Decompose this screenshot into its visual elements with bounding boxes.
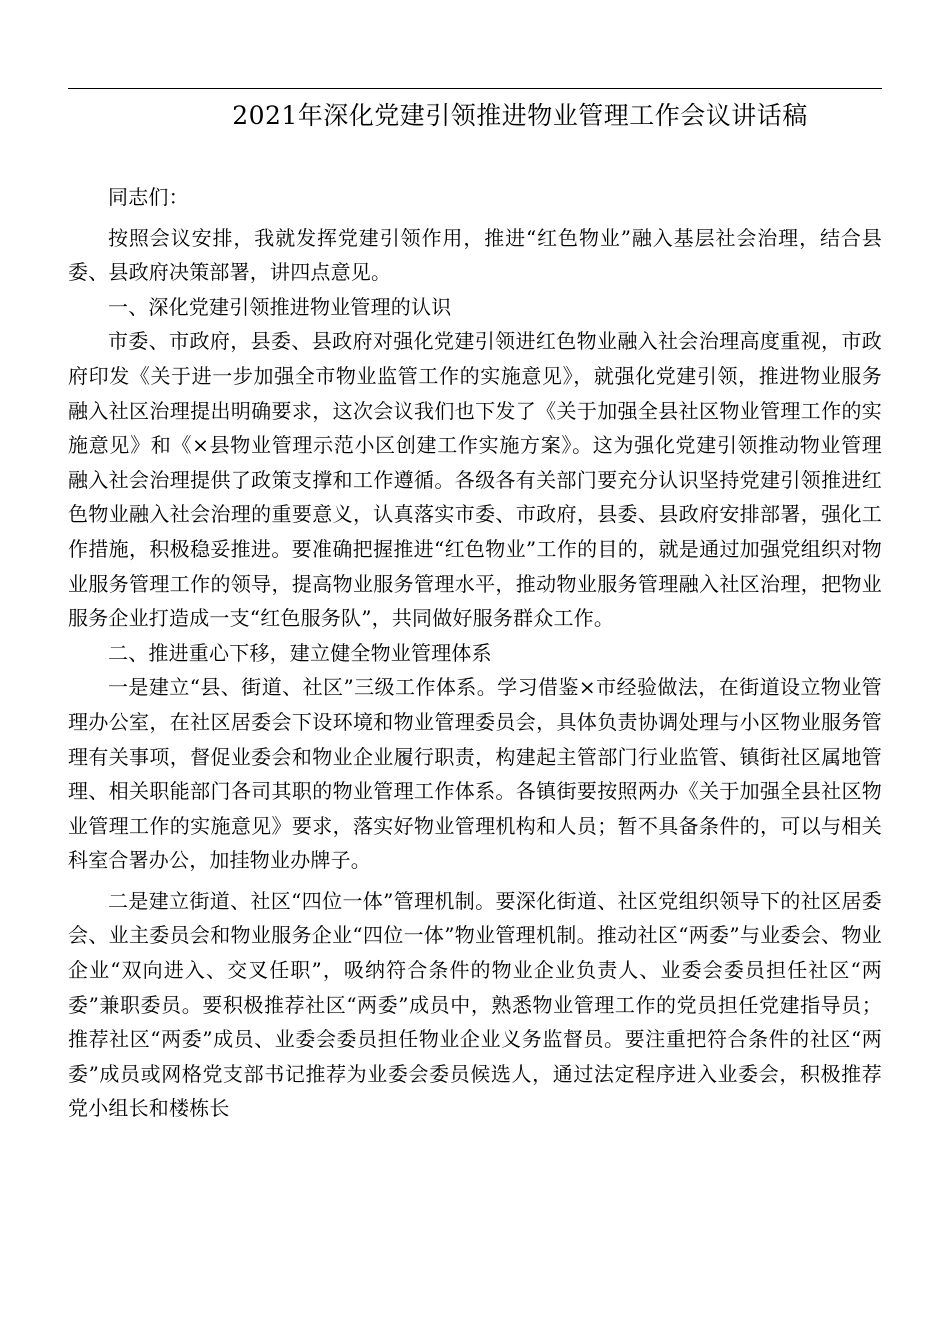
document-body (68, 180, 882, 1126)
paragraph-point-1: 一是建立“县、街道、社区”三级工作体系。学习借鉴×市经验做法，在街道设立物业管理办公室，在社区居委会下设环境和物业管理委员会，具体负责协调处理与小区物业服务管理有关事项，督促业委会和物业企业履行职责，构建起主管部门行业监管、镇街社区属地管理、相关职能部门各司其职的物业管理工作体系。各镇街要按照两办《关于加强全县社区物业管理工作的实施意见》要求，落实好物业管理机构和人员；暂不具备条件的，可以与相关科室合署办公，加挂物业办牌子。 (68, 675, 882, 873)
section-heading-2: 二、推进重心下移，建立健全物业管理体系 (108, 640, 492, 665)
paragraph-intro: 按照会议安排，我就发挥党建引领作用，推进“红色物业”融入基层社会治理，结合县委、县政府决策部署，讲四点意见。 (68, 225, 882, 285)
document-title: 2021年深化党建引领推进物业管理工作会议讲话稿 (232, 101, 808, 130)
paragraph-point-2: 二是建立街道、社区“四位一体”管理机制。要深化街道、社区党组织领导下的社区居委会、业主委员会和物业服务企业“四位一体”物业管理机制。推动社区“两委”与业委会、物业企业“双向进入、交叉任职”，吸纳符合条件的物业企业负责人、业委会委员担任社区“两委”兼职委员。要积极推荐社区“两委”成员中，熟悉物业管理工作的党员担任党建指导员；推荐社区“两委”成员、业委会委员担任物业企业义务监督员。要注重把符合条件的社区“两委”成员或网格党支部书记推荐为业委会委员候选人，通过法定程序进入业委会，积极推荐党小组长和楼栋长 (68, 888, 882, 1121)
paragraph-section-1: 市委、市政府，县委、县政府对强化党建引领进红色物业融入社会治理高度重视，市政府印发《关于进一步加强全市物业监管工作的实施意见》，就强化党建引领，推进物业服务融入社区治理提出明确要求，这次会议我们也下发了《关于加强全县社区物业管理工作的实施意见》和《×县物业管理示范小区创建工作实施方案》。这为强化党建引领推动物业管理融入社会治理提供了政策支撑和工作遵循。各级各有关部门要充分认识坚持党建引领推进红色物业融入社会治理的重要意义，认真落实市委、市政府，县委、县政府安排部署，强化工作措施，积极稳妥推进。要准确把握推进“红色物业”工作的目的，就是通过加强党组织对物业服务管理工作的领导，提高物业服务管理水平，推动物业服务管理融入社区治理，把物业服务企业打造成一支“红色服务队”，共同做好服务群众工作。 (68, 329, 882, 631)
paragraph-salutation: 同志们： (108, 185, 189, 209)
section-heading-1: 一、深化党建引领推进物业管理的认识 (108, 294, 452, 319)
header-rule (68, 88, 882, 89)
